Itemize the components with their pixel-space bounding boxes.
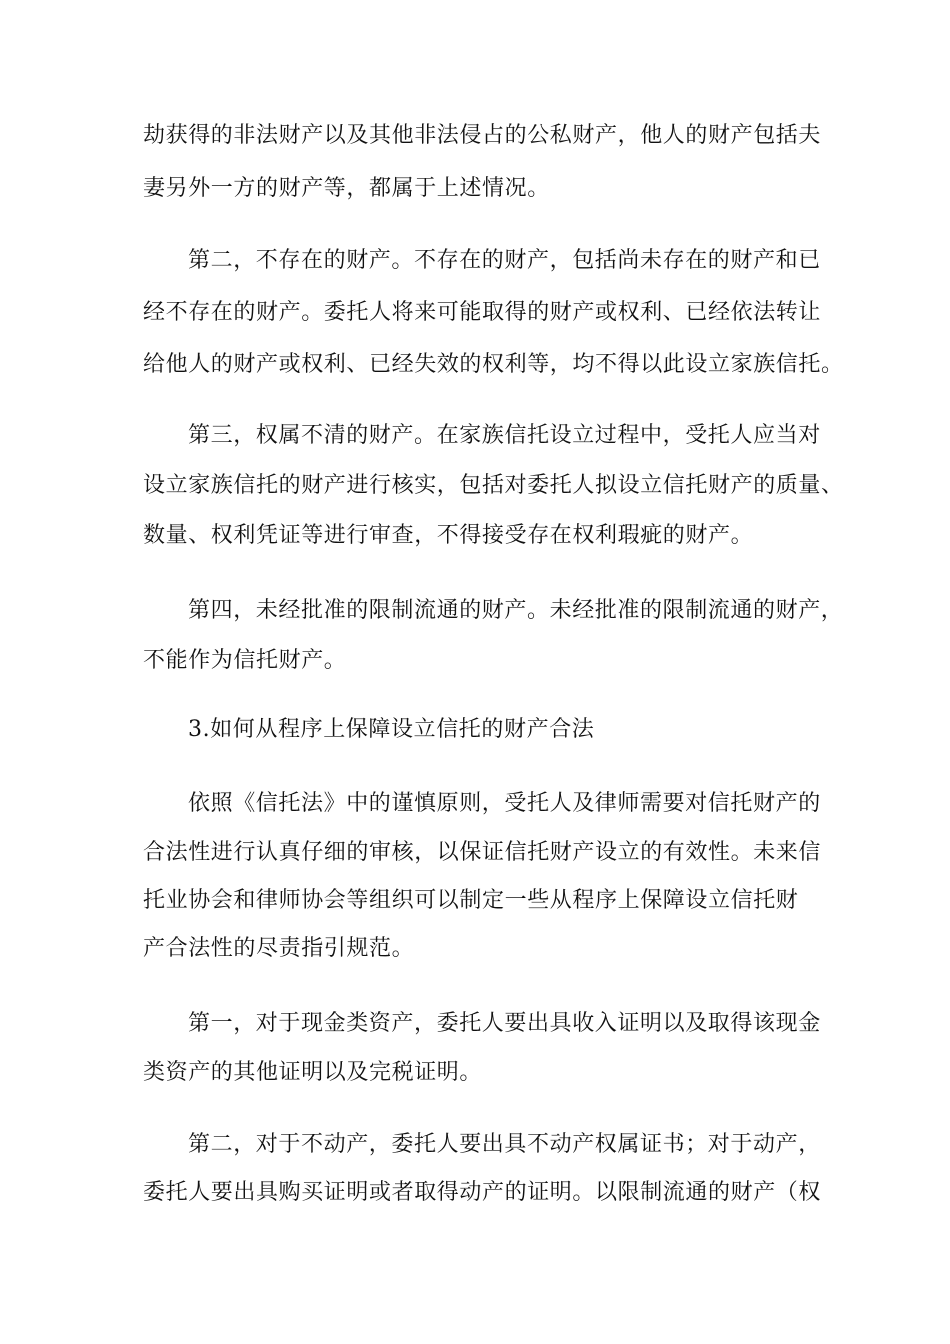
- text-line-2: 妻另外一方的财产等，都属于上述情况。: [143, 176, 550, 201]
- text-line-5: 给他人的财产或权利、已经失效的权利等，均不得以此设立家族信托。: [143, 352, 844, 377]
- text-line-3: 第二，不存在的财产。不存在的财产，包括尚未存在的财产和已: [188, 248, 821, 273]
- text-line-18: 第二，对于不动产，委托人要出具不动产权属证书；对于动产，: [188, 1132, 821, 1157]
- text-line-14: 托业协会和律师协会等组织可以制定一些从程序上保障设立信托财: [143, 888, 799, 913]
- text-line-12: 依照《信托法》中的谨慎原则，受托人及律师需要对信托财产的: [188, 791, 821, 816]
- text-line-9: 第四，未经批准的限制流通的财产。未经批准的限制流通的财产，: [188, 598, 844, 623]
- text-line-7: 设立家族信托的财产进行核实，包括对委托人拟设立信托财产的质量、: [143, 473, 844, 498]
- text-line-13: 合法性进行认真仔细的审核，以保证信托财产设立的有效性。未来信: [143, 840, 822, 865]
- text-line-15: 产合法性的尽责指引规范。: [143, 936, 415, 961]
- section-heading: 3.如何从程序上保障设立信托的财产合法: [188, 717, 595, 742]
- text-line-19: 委托人要出具购买证明或者取得动产的证明。以限制流通的财产（权: [143, 1180, 822, 1205]
- text-line-17: 类资产的其他证明以及完税证明。: [143, 1060, 483, 1085]
- text-line-6: 第三，权属不清的财产。在家族信托设立过程中，受托人应当对: [188, 423, 821, 448]
- text-line-1: 劫获得的非法财产以及其他非法侵占的公私财产，他人的财产包括夫: [143, 123, 822, 148]
- text-line-10: 不能作为信托财产。: [143, 648, 347, 673]
- text-line-4: 经不存在的财产。委托人将来可能取得的财产或权利、已经依法转让: [143, 300, 822, 325]
- text-line-16: 第一，对于现金类资产，委托人要出具收入证明以及取得该现金: [188, 1011, 821, 1036]
- text-line-8: 数量、权利凭证等进行审查，不得接受存在权利瑕疵的财产。: [143, 523, 754, 548]
